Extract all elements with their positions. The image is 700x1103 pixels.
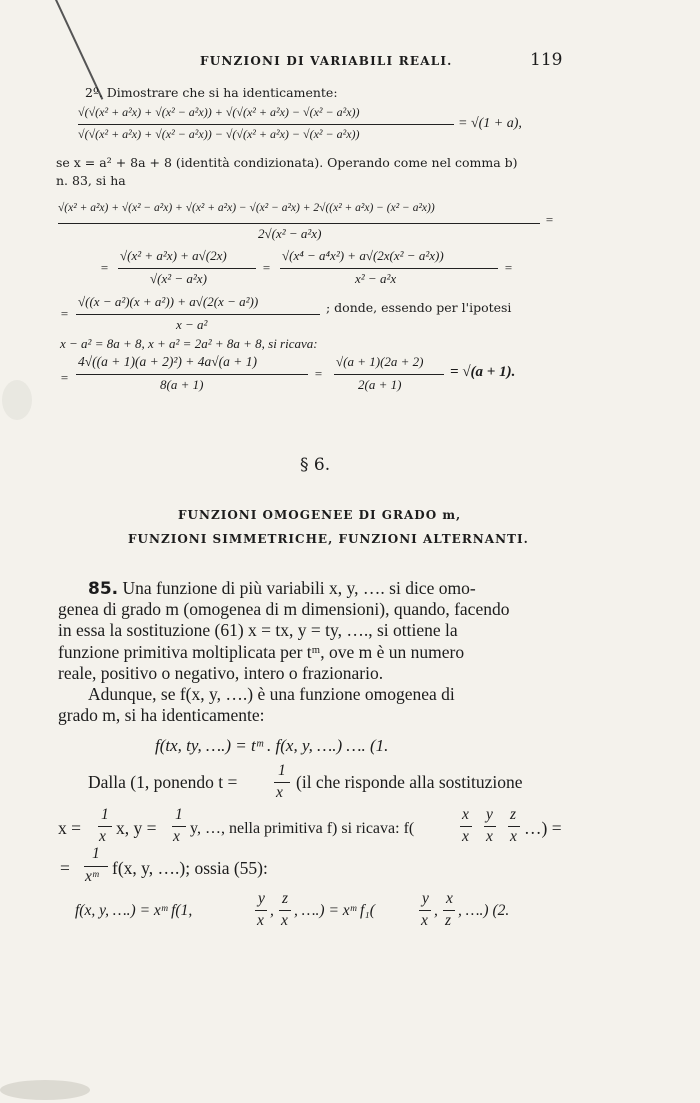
formula-1: f(tx, ty, ….) = tᵐ . f(x, y, ….) …. (1. xyxy=(155,736,389,755)
step1-numerator: √(x² + a²x) + √(x² − a²x) + √(x² + a²x) − √(x² − a²x) + 2√((x² + a²x) − (x² − a²x)) xyxy=(58,202,435,214)
identity-rhs: = √(1 + a), xyxy=(458,116,522,131)
paragraph-line: y, …, nella primitiva f) si ricava: f( xyxy=(190,820,415,837)
formula-2-end: , ….) (2. xyxy=(458,902,510,919)
fraction-numerator: z xyxy=(282,890,289,907)
page-smudge xyxy=(2,380,32,420)
fraction-numerator: y xyxy=(422,890,429,907)
paragraph-line: Una funzione di più variabili x, y, …. si dice omo- xyxy=(122,578,476,598)
fraction-bar xyxy=(172,826,186,827)
paragraph-line: x, y = xyxy=(116,818,157,838)
step2b-denominator: x² − a²x xyxy=(355,271,397,286)
fraction-denominator: x xyxy=(421,912,428,929)
fraction-bar xyxy=(118,268,256,269)
step4-numerator: 4√((a + 1)(a + 2)²) + 4a√(a + 1) xyxy=(78,354,258,369)
step2a-numerator: √(x² + a²x) + a√(2x) xyxy=(120,248,227,263)
fraction-denominator: xᵐ xyxy=(85,868,99,885)
fraction-denominator: x xyxy=(510,828,517,845)
fraction-numerator: y xyxy=(486,806,493,823)
fraction-numerator: 1 xyxy=(101,806,109,823)
section-title-line2: FUNZIONI SIMMETRICHE, FUNZIONI ALTERNANTI. xyxy=(128,532,529,546)
fraction-denominator: z xyxy=(445,912,452,929)
fraction-bar xyxy=(58,223,540,224)
paragraph-line: = xyxy=(60,858,70,878)
fraction-bar xyxy=(508,826,520,827)
formula-2: f(x, y, ….) = xᵐ f(1, xyxy=(75,902,193,919)
fraction-bar xyxy=(84,866,108,867)
fraction-numerator: x xyxy=(446,890,453,907)
fraction-bar xyxy=(334,374,444,375)
paragraph-line: funzione primitiva moltiplicata per tᵐ, ove m è un numero xyxy=(58,642,465,662)
paragraph-line: x = xyxy=(58,818,81,838)
paragraph-line: genea di grado m (omogenea di m dimensioni), quando, facendo xyxy=(58,599,510,619)
fraction-bar xyxy=(419,910,431,911)
fraction-bar xyxy=(280,268,498,269)
fraction-denominator: x xyxy=(276,784,283,801)
paragraph-line: grado m, si ha identicamente: xyxy=(58,705,265,725)
fraction-numerator: x xyxy=(462,806,469,823)
step2a-denominator: √(x² − a²x) xyxy=(150,271,207,286)
step4-result: = √(a + 1). xyxy=(450,364,516,380)
fraction-denominator: x xyxy=(462,828,469,845)
fraction-bar xyxy=(279,910,291,911)
step3-text: ; donde, essendo per l'ipotesi xyxy=(326,300,512,315)
step2b-numerator: √(x⁴ − a⁴x²) + a√(2x(x² − a²x)) xyxy=(282,248,444,263)
step4-denominator: 8(a + 1) xyxy=(160,377,204,392)
hypothesis-line: x − a² = 8a + 8, x + a² = 2a² + 8a + 8, si ricava: xyxy=(60,336,318,351)
fraction-numerator: z xyxy=(510,806,517,823)
fraction-bar xyxy=(460,826,472,827)
fraction-denominator: x xyxy=(99,828,106,845)
fraction-bar xyxy=(484,826,496,827)
fraction-bar xyxy=(274,782,290,783)
fraction-numerator: 1 xyxy=(92,845,100,862)
formula-2-middle: , ….) = xᵐ f₁( xyxy=(294,902,375,919)
paragraph-line: (il che risponde alla sostituzione xyxy=(296,772,523,792)
page-number: 119 xyxy=(530,50,563,70)
fraction-numerator: y xyxy=(258,890,265,907)
paragraph-line: reale, positivo o negativo, intero o frazionario. xyxy=(58,663,384,683)
identity-numerator: √(√(x² + a²x) + √(x² − a²x)) + √(√(x² + a²x) − √(x² − a²x)) xyxy=(78,105,360,119)
fraction-bar xyxy=(443,910,455,911)
step1-equals: = xyxy=(545,212,554,227)
step3-numerator: √((x − a²)(x + a²)) + a√(2(x − a²)) xyxy=(78,294,259,309)
section-title-line1: FUNZIONI OMOGENEE DI GRADO m, xyxy=(178,508,462,522)
exercise-intro: 2º. Dimostrare che si ha identicamente: xyxy=(85,85,338,100)
identity-denominator: √(√(x² + a²x) + √(x² − a²x)) − √(√(x² + a²x) − √(x² − a²x)) xyxy=(78,127,360,141)
running-title: FUNZIONI DI VARIABILI REALI. xyxy=(200,54,453,68)
fraction-denominator: x xyxy=(486,828,493,845)
fraction-bar xyxy=(78,124,454,125)
paragraph-line: Dalla (1, ponendo t = xyxy=(88,772,238,792)
fraction-denominator: x xyxy=(257,912,264,929)
reference-line: n. 83, si ha xyxy=(56,173,126,188)
paragraph-line: Adunque, se f(x, y, ….) è una funzione omogenea di xyxy=(88,684,455,704)
condition-line: se x = a² + 8a + 8 (identità condizionata). Operando come nel comma b) xyxy=(56,155,518,170)
step4b-numerator: √(a + 1)(2a + 2) xyxy=(336,354,424,369)
fraction-bar xyxy=(76,374,308,375)
fraction-bar xyxy=(98,826,112,827)
fraction-denominator: x xyxy=(173,828,180,845)
fraction-numerator: 1 xyxy=(278,762,286,779)
section-number: § 6. xyxy=(300,455,331,475)
paragraph-line: …) = xyxy=(524,818,562,838)
step4b-denominator: 2(a + 1) xyxy=(358,377,402,392)
paragraph-line: in essa la sostituzione (61) x = tx, y = ty, …., si ottiene la xyxy=(58,620,458,640)
page-smudge xyxy=(0,1080,90,1100)
fraction-numerator: 1 xyxy=(175,806,183,823)
step3-denominator: x − a² xyxy=(176,317,208,332)
fraction-bar xyxy=(255,910,267,911)
paragraph-number: 85. xyxy=(88,579,119,599)
fraction-bar xyxy=(76,314,320,315)
step1-denominator: 2√(x² − a²x) xyxy=(258,226,322,241)
fraction-denominator: x xyxy=(281,912,288,929)
paragraph-line: f(x, y, ….); ossia (55): xyxy=(112,858,268,878)
